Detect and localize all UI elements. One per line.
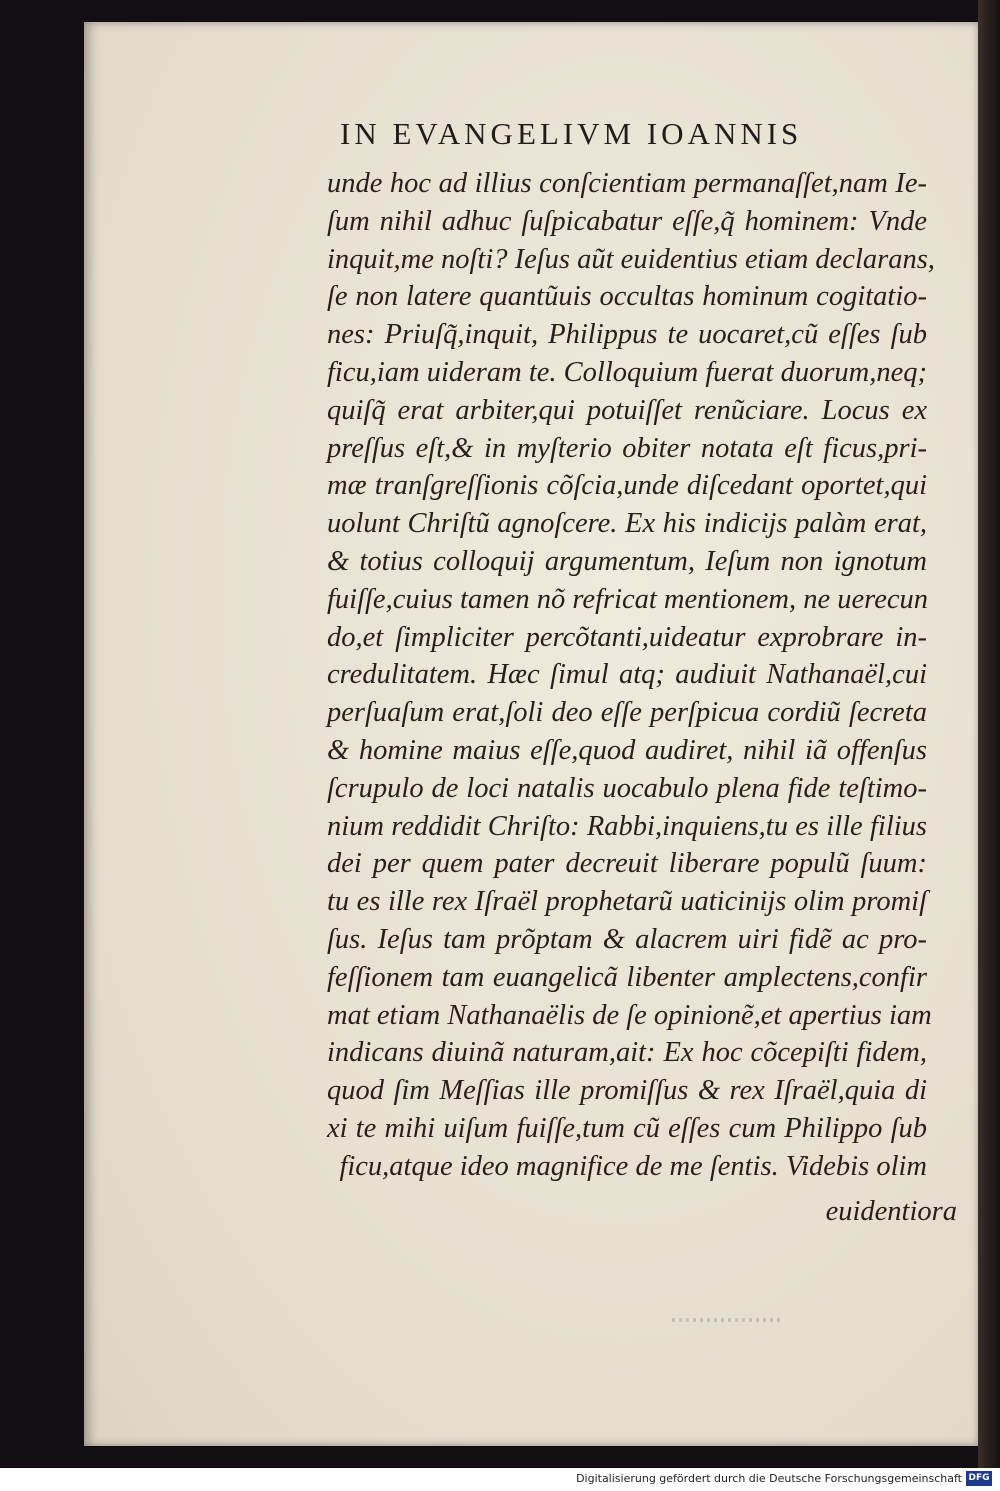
text-line: unde hoc ad illius conſcientiam permanaſſet,nam Ie- bbox=[327, 168, 927, 199]
text-line: ſum nihil adhuc ſuſpicabatur eſſe,q̃ hominem: Vnde bbox=[327, 205, 927, 237]
text-line: credulitatem. Hæc ſimul atq; audiuit Nathanaël,cui bbox=[327, 659, 927, 691]
text-line: preſſus eſt,& in myſterio obiter notata eſt ficus,pri- bbox=[327, 432, 927, 464]
text-line: perſuaſum erat,ſoli deo eſſe perſpicua cordiũ ſecreta bbox=[327, 697, 927, 729]
body-text bbox=[327, 165, 935, 1186]
text-line: quod ſim Meſſias ille promiſſus & rex Iſraël,quia di bbox=[327, 1075, 927, 1107]
dfg-logo: DFG bbox=[966, 1471, 992, 1486]
text-line: do,et ſimpliciter percõtanti,uideatur exprobrare in- bbox=[327, 621, 927, 653]
page-edge-shadow bbox=[978, 0, 1000, 1468]
text-line: & homine maius eſſe,quod audiret, nihil iã offenſus bbox=[327, 734, 927, 766]
text-line: uolunt Chriſtũ agnoſcere. Ex his indicijs palàm erat, bbox=[327, 508, 927, 540]
text-line: inquit,me noſti? Ieſus aũt euidentius etiam declarans, bbox=[327, 243, 935, 275]
text-line: mæ tranſgreſſionis cõſcia,unde diſcedant oportet,qui bbox=[327, 470, 927, 502]
text-line: xi te mihi uiſum fuiſſe,tum cũ eſſes cum Philippo ſub bbox=[327, 1112, 927, 1144]
text-line: ficu,atque ideo magnifice de me ſentis. Videbis olim bbox=[339, 1150, 927, 1182]
text-line: dei per quem pater decreuit liberare populũ ſuum: bbox=[327, 848, 927, 880]
footer-credit: Digitalisierung gefördert durch die Deutsche Forschungsgemeinschaft bbox=[576, 1472, 962, 1485]
text-line: fuiſſe,cuius tamen nõ refricat mentionem, ne uerecun bbox=[327, 583, 928, 615]
text-line: ſus. Ieſus tam prõptam & alacrem uiri fidẽ ac pro- bbox=[327, 923, 927, 955]
text-line: nes: Priuſq̃,inquit, Philippus te uocaret,cũ eſſes ſub bbox=[327, 319, 927, 351]
text-line: indicans diuinã naturam,ait: Ex hoc cõcepiſti fidem, bbox=[327, 1037, 927, 1069]
text-line: ſcrupulo de loci natalis uocabulo plena fide teſtimo- bbox=[327, 772, 927, 804]
catchword: euidentiora bbox=[825, 1196, 957, 1227]
text-line: & totius colloquij argumentum, Ieſum non ignotum bbox=[327, 545, 927, 577]
text-line: ſe non latere quantũuis occultas hominum cogitatio- bbox=[327, 281, 927, 313]
running-head: IN EVANGELIVM IOANNIS bbox=[340, 116, 803, 151]
text-line: mat etiam Nathanaëlis de ſe opinionẽ,et apertius iam bbox=[327, 999, 932, 1031]
text-line: tu es ille rex Iſraël prophetarũ uaticinijs olim promiſ bbox=[327, 886, 927, 918]
text-line: nium reddidit Chriſto: Rabbi,inquiens,tu es ille filius bbox=[327, 810, 927, 842]
text-line: ficu,iam uideram te. Colloquium fuerat duorum,neq; bbox=[327, 356, 928, 388]
text-line: feſſionem tam euangelicã libenter amplectens,confir bbox=[327, 961, 927, 993]
page-smudge bbox=[672, 1318, 782, 1322]
text-line: quiſq̃ erat arbiter,qui potuiſſet renũciare. Locus ex bbox=[327, 394, 927, 426]
